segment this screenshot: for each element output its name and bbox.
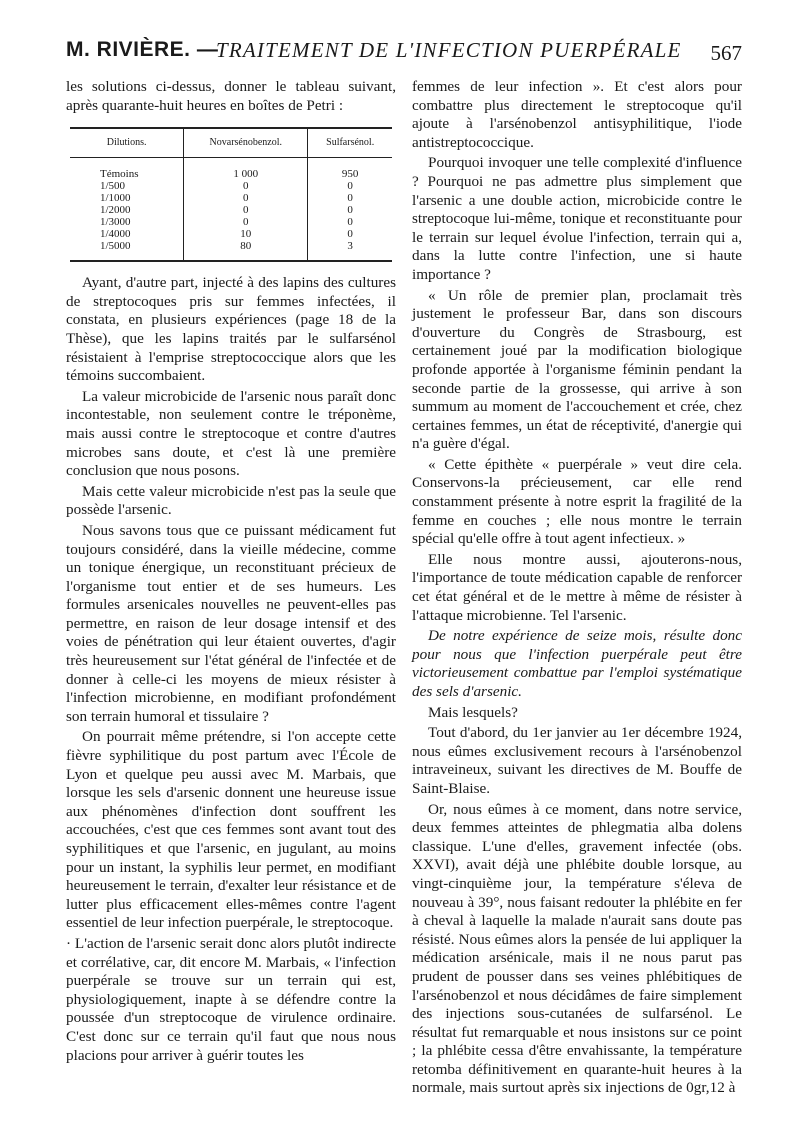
table-cell: 0 bbox=[308, 216, 392, 228]
column-header: Dilutions. bbox=[70, 129, 184, 158]
paragraph: On pourrait même prétendre, si l'on accepte cette fièvre syphilitique du post partum avec l'École de Lyon et quelque peu aussi avec M. Marbais, que lorsque les sels d'arsenic donnent une heureuse issue aux phénomènes d'infection dont souffrent les accouchées, c'est que ces femmes sont avant tout des syphilitiques et que l'arsenic, en jugulant, au moins pour un instant, la syphilis leur permet, en modifiant heureusement le terrain, d'exalter leur résistance et de lutter plus efficacement elles-mêmes contre l'agent essentiel de leur infection puerpérale, le streptocoque. bbox=[66, 728, 396, 932]
table-cell: 0 bbox=[184, 216, 308, 228]
right-column bbox=[412, 78, 742, 1100]
paragraph: « Cette épithète « puerpérale » veut dire cela. Conservons-la précieusement, car elle rend constamment présente à notre esprit la fragilité de la femme en couches ; elle nous montre le terrain spécial qu'elle offre à tout agent infectieux. » bbox=[412, 455, 742, 548]
table-cell: 3 bbox=[308, 240, 392, 260]
table-row bbox=[70, 158, 392, 181]
results-table bbox=[70, 127, 392, 262]
table-row bbox=[70, 240, 392, 260]
table-cell: 1/4000 bbox=[100, 228, 131, 241]
table-cell: 1/500 bbox=[100, 180, 126, 193]
table-row bbox=[70, 180, 392, 192]
table-cell: 0 bbox=[308, 192, 392, 204]
table-cell: 80 bbox=[184, 240, 308, 260]
column-header: Novarsénobenzol. bbox=[184, 129, 308, 158]
header-author: M. RIVIÈRE. — bbox=[66, 38, 219, 61]
table-cell: 10 bbox=[184, 228, 308, 240]
page-number: 567 bbox=[710, 41, 742, 65]
paragraph: Tout d'abord, du 1er janvier au 1er décembre 1924, nous eûmes exclusivement recours à l'arsénobenzol intraveineux, suivant les directives de M. Bouffe de Saint-Blaise. bbox=[412, 724, 742, 797]
table-cell: 0 bbox=[308, 180, 392, 192]
table-cell: 1/1000 bbox=[100, 192, 131, 205]
paragraph: La valeur microbicide de l'arsenic nous paraît donc incontestable, non seulement contre le tréponème, mais aussi contre le streptocoque et contre d'autres microbes sans doute, et c'est là une première conclusion que nous posons. bbox=[66, 387, 396, 480]
table-header-row bbox=[70, 129, 392, 158]
paragraph: Pourquoi invoquer une telle complexité d'influence ? Pourquoi ne pas admettre plus simplement que l'arsenic a une double action, microbicide contre le streptocoque lui-même, tonique et reconstituante pour le terrain sur lequel évolue l'infection, terrain qui a, dans la lutte contre l'infection, une si haute importance ? bbox=[412, 154, 742, 283]
table-row bbox=[70, 204, 392, 216]
header-title: TRAITEMENT DE L'INFECTION PUERPÉRALE bbox=[216, 38, 682, 62]
table-cell: 1/5000 bbox=[100, 240, 131, 253]
table-cell: Témoins bbox=[100, 168, 139, 181]
paragraph: les solutions ci-dessus, donner le tableau suivant, après quarante-huit heures en boîtes de Petri : bbox=[66, 78, 396, 114]
table-row bbox=[70, 216, 392, 228]
paragraph: « Un rôle de premier plan, proclamait très justement le professeur Bar, dans son discours d'ouverture du Congrès de Strasbourg, est certainement joué par la modification biologique profonde apportée à l'organisme féminin pendant la seconde partie de la grossesse, qui arrive à son summum au moment de l'accouchement et crée, chez certaines femmes, un état de réceptivité, d'anergie qui n'a guère d'égal. bbox=[412, 286, 742, 453]
paragraph: femmes de leur infection ». Et c'est alors pour combattre plus directement le streptocoque qu'il ajoute à l'arsénobenzol antisyphilitique, l'iode antistreptococcique. bbox=[412, 78, 742, 151]
paragraph: Mais cette valeur microbicide n'est pas la seule que possède l'arsenic. bbox=[66, 482, 396, 519]
paragraph: Nous savons tous que ce puissant médicament fut toujours considéré, dans la vieille médecine, comme un tonique énergique, un reconstituant précieux de l'organisme tout entier et de ses humeurs. Les formules arsenicales nouvelles ne peuvent-elles pas permettre, en raison de leur dosage intensif et des voies de pénétration qui leur étaient ouvertes, d'agir très heureusement sur l'état général de l'infectée et de donner à celle-ci les moyens de mieux résister à l'infection microbienne, en modifiant profondément son terrain humoral et tissulaire ? bbox=[66, 521, 396, 725]
paragraph: De notre expérience de seize mois, résulte donc pour nous que l'infection puerpérale peut être victorieusement combattue par l'emploi systématique des sels d'arsenic. bbox=[412, 627, 742, 700]
table-cell: 1/2000 bbox=[100, 204, 131, 217]
table-cell: 0 bbox=[184, 180, 308, 192]
table-cell: 0 bbox=[308, 204, 392, 216]
paragraph: Or, nous eûmes à ce moment, dans notre service, deux femmes atteintes de phlegmatia alba dolens classique. L'une d'elles, gravement infectée (obs. XXVI), avait déjà une phlébite double lorsque, au vingt-cinquième jour, la température s'éleva de nouveau à 39°, nous faisant redouter la phlébite en fer à cheval à laquelle la malade n'aurait sans doute pas résisté. Nous eûmes alors la pensée de lui appliquer la médication arsénicale, mais il ne nous parut pas prudent de pousser dans ses veines phlébitiques de l'arsénobenzol et nous décidâmes de faire simplement des injections sous-cutanées de sulfarsénol. Le résultat fut remarquable et nous insistons sur ce point ; la phlébite cessa d'être envahissante, la température retomba définitivement en quarante-huit heures à la normale, mais surtout après six injections de 0gr,12 à bbox=[412, 800, 742, 1097]
paragraph: Elle nous montre aussi, ajouterons-nous, l'importance de toute médication capable de renforcer cet état général et de le mettre à même de résister à l'attaque microbienne. Tel l'arsenic. bbox=[412, 550, 742, 624]
left-column bbox=[66, 78, 396, 1067]
table-row bbox=[70, 228, 392, 240]
table-cell: 0 bbox=[184, 192, 308, 204]
table-cell: 0 bbox=[308, 228, 392, 240]
paragraph: Mais lesquels? bbox=[428, 703, 518, 721]
column-header: Sulfarsénol. bbox=[308, 129, 392, 158]
table-row bbox=[70, 192, 392, 204]
table-cell: 1 000 bbox=[184, 158, 308, 181]
paragraph: Ayant, d'autre part, injecté à des lapins des cultures de streptocoques pris sur femmes infectées, il constata, en plusieurs expériences (page 18 de la Thèse), que les lapins traités par le sulfarsénol résistaient à l'emprise streptococcique alors que les témoins succombaient. bbox=[66, 274, 396, 385]
table-cell: 950 bbox=[308, 158, 392, 181]
table-cell: 1/3000 bbox=[100, 216, 131, 229]
paragraph: · L'action de l'arsenic serait donc alors plutôt indirecte et corrélative, car, dit encore M. Marbais, « l'infection puerpérale se trouve sur un terrain qui est, physiologiquement, inapte à se défendre contre la poussée d'un streptocoque de virulence ordinaire. C'est donc sur ce terrain qu'il faut que nous nous placions pour arriver à guérir toutes les bbox=[66, 934, 396, 1064]
table-cell: 0 bbox=[184, 204, 308, 216]
running-header bbox=[66, 38, 742, 78]
